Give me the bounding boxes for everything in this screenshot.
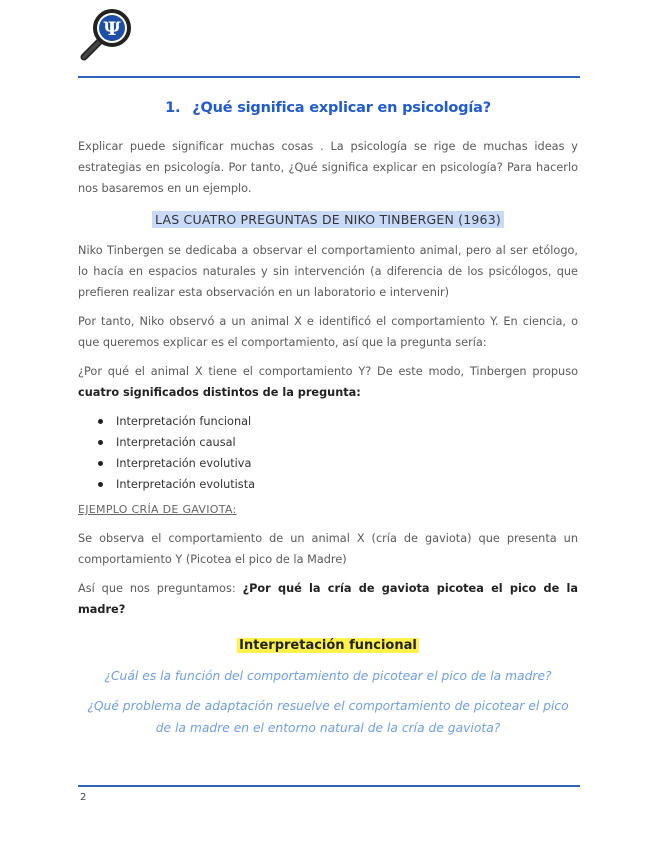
heading-number: 1. xyxy=(165,100,181,116)
question-function: ¿Cuál es la función del comportamiento de picotear el pico de la madre? xyxy=(104,669,552,683)
section-title-wrap xyxy=(78,209,578,228)
paragraph-question-bold: cuatro significados distintos de la pregunta: xyxy=(78,386,361,399)
paragraph-ask-text: Así que nos preguntamos: xyxy=(78,582,243,595)
question-adaptation: ¿Qué problema de adaptación resuelve el comportamiento de picotear el pico de la madre en el entorno natural de la cría de gaviota? xyxy=(87,699,569,735)
paragraph-question xyxy=(78,361,578,403)
interpretation-list xyxy=(78,411,578,495)
header-rule xyxy=(78,76,580,78)
highlight-title: Interpretación funcional xyxy=(239,638,417,653)
paragraph-ask xyxy=(78,578,578,620)
footer-rule xyxy=(78,785,580,787)
paragraph-tinbergen: Niko Tinbergen se dedicaba a observar el comportamiento animal, pero al ser etólogo, lo hacía en espacios naturales y sin intervención (a diferencia de los psicólogos, que prefieren realizar esta observación en un laboratorio e intervenir) xyxy=(78,244,578,299)
list-item: Interpretación causal xyxy=(98,432,578,453)
section-heading xyxy=(78,100,578,116)
section-title: LAS CUATRO PREGUNTAS DE NIKO TINBERGEN (1963) xyxy=(152,211,504,228)
document-body xyxy=(78,100,578,747)
paragraph-example: Se observa el comportamiento de un animal X (cría de gaviota) que presenta un comportamiento Y (Picotea el pico de la Madre) xyxy=(78,532,578,566)
svg-text:Ψ: Ψ xyxy=(103,18,121,40)
highlight-wrap xyxy=(78,634,578,653)
paragraph-observation: Por tanto, Niko observó a un animal X e identificó el comportamiento Y. En ciencia, o que queremos explicar es el comportamiento, así que la pregunta sería: xyxy=(78,315,578,349)
psychology-magnifier-icon xyxy=(78,8,136,62)
page-number: 2 xyxy=(80,792,87,803)
paragraph-question-text: ¿Por qué el animal X tiene el comportamiento Y? De este modo, Tinbergen propuso xyxy=(78,365,578,378)
list-item: Interpretación evolutiva xyxy=(98,453,578,474)
list-item: Interpretación evolutista xyxy=(98,474,578,495)
list-item: Interpretación funcional xyxy=(98,411,578,432)
heading-title: ¿Qué significa explicar en psicología? xyxy=(192,100,491,116)
example-label: EJEMPLO CRÍA DE GAVIOTA: xyxy=(78,503,237,516)
paragraph-ask-bold: ¿Por qué la cría de gaviota picotea el pico de la madre? xyxy=(78,582,578,616)
intro-paragraph: Explicar puede significar muchas cosas . La psicología se rige de muchas ideas y estrategias en psicología. Por tanto, ¿Qué significa explicar en psicología? Para hacerlo nos basaremos en un ejemplo. xyxy=(78,140,578,195)
